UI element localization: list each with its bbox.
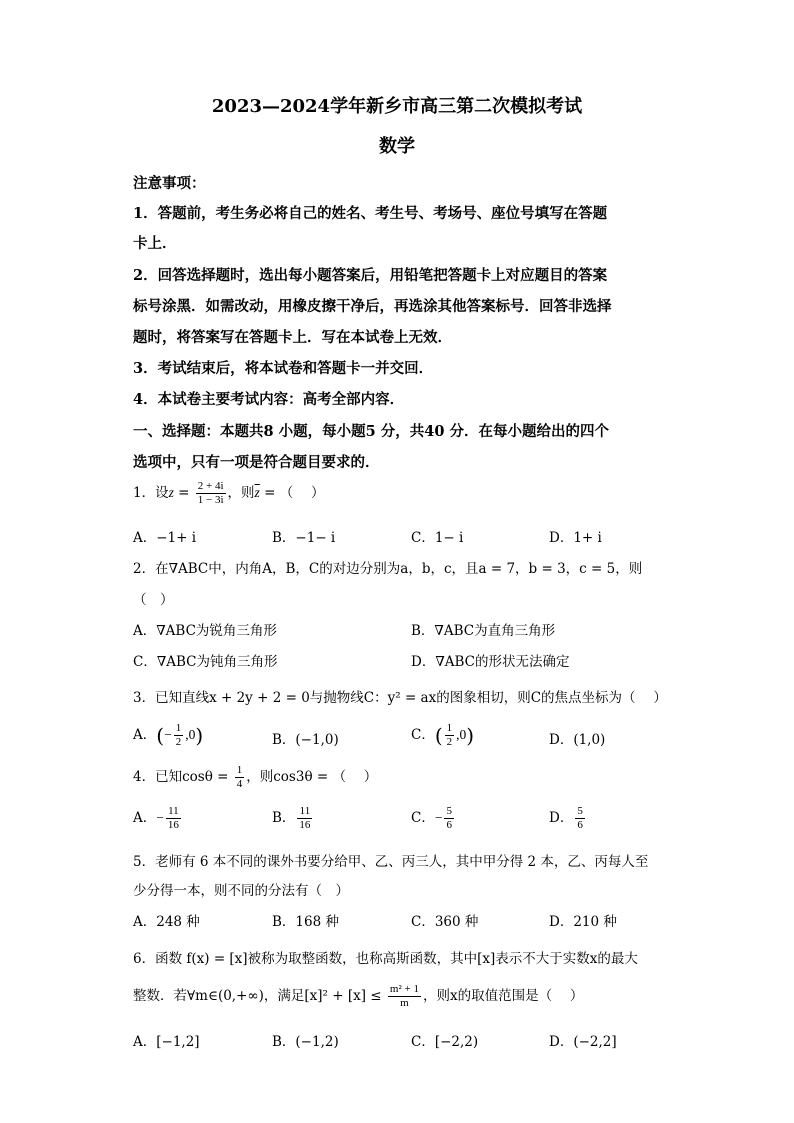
q2-option-c: C．∇ABC为钝角三角形 — [133, 654, 278, 670]
q4-b-label: B． — [272, 810, 296, 826]
q4-c-sign: − — [434, 810, 443, 825]
q3-a-den: 2 — [175, 736, 182, 748]
q4-a-sign: − — [156, 810, 164, 825]
section-heading-line-1: 一、选择题：本题共8 小题，每小题5 分，共40 分．在每小题给出的四个 — [133, 423, 609, 440]
q3-c-den: 2 — [446, 736, 453, 748]
q4-prefix: 4．已知cosθ = — [133, 769, 233, 785]
question-6-line-2 — [133, 983, 583, 1010]
q4-post: ，则cos3θ = （ ） — [246, 769, 378, 785]
q3-a-fraction — [174, 722, 184, 749]
note-line-5: 题时，将答案写在答题卡上．写在本试卷上无效． — [133, 329, 452, 346]
q3-a-num: 1 — [175, 722, 182, 734]
question-4 — [133, 764, 377, 791]
q2-option-b: B．∇ABC为直角三角形 — [411, 623, 556, 639]
note-line-7: 4．本试卷主要考试内容：高考全部内容． — [133, 391, 405, 408]
q1-numerator: 2 + 4i — [197, 480, 224, 492]
q4-c-fraction — [444, 805, 454, 832]
q1-prefix: 1．设 — [133, 485, 169, 501]
q1-post: = （ ） — [259, 485, 325, 501]
q3-option-a: A．(− $\frac{1}{2}$ ,0) — [133, 722, 204, 748]
q4-a-den: 16 — [167, 819, 179, 831]
q6-den: m — [400, 997, 409, 1009]
q6-option-c: C．[−2,2) — [411, 1034, 479, 1050]
q1-option-d: D．1+ i — [549, 530, 602, 546]
q5-option-d: D．210 种 — [549, 914, 617, 930]
q1-zbar: $\overline{z}$ — [254, 485, 260, 500]
q4-a-label: A． — [133, 810, 157, 826]
note-line-4: 标号涂黑．如需改动，用橡皮擦干净后，再选涂其他答案标号．回答非选择 — [133, 298, 612, 315]
q1-fraction — [196, 480, 226, 507]
q4-d-num: 5 — [577, 805, 583, 817]
q6-option-d: D．(−2,2] — [549, 1034, 617, 1050]
exam-title: 2023—2024学年新乡市高三第二次模拟考试 — [211, 96, 583, 117]
q4-num: 1 — [236, 764, 243, 776]
q3-a-lparen: ( — [156, 723, 165, 748]
q4-d-label: D． — [549, 810, 574, 826]
q3-option-d: D．(1,0) — [549, 732, 606, 748]
note-line-1: 1．答题前，考生务必将自己的姓名、考生号、考场号、座位号填写在答题 — [133, 205, 608, 222]
q6-line2-pre: 整数．若∀m∈(0,+∞)，满足[x]² + [x] ≤ — [133, 988, 386, 1004]
q3-c-fraction — [445, 722, 455, 749]
q3-c-num: 1 — [446, 722, 453, 734]
notes-heading: 注意事项： — [133, 175, 206, 192]
q4-a-num: 11 — [166, 805, 181, 819]
q4-c-den: 6 — [446, 819, 452, 831]
question-1 — [133, 480, 324, 507]
q1-option-b: B．−1− i — [272, 530, 336, 546]
note-line-2: 卡上． — [133, 235, 177, 252]
q3-c-rparen: ) — [466, 723, 475, 748]
subject-title: 数学 — [379, 136, 415, 157]
q4-den: 4 — [236, 778, 243, 790]
q4-d-den: 6 — [577, 819, 583, 831]
q1-mid: ，则 — [227, 485, 255, 501]
q3-a-label: A． — [133, 727, 157, 743]
q1-option-a: A．−1+ i — [133, 530, 197, 546]
q2-option-d: D．∇ABC的形状无法确定 — [411, 654, 570, 670]
q4-a-fraction — [166, 805, 181, 832]
q5-option-a: A．248 种 — [133, 914, 200, 930]
section-heading-line-2: 选项中，只有一项是符合题目要求的． — [133, 454, 380, 471]
q3-c-lparen: ( — [434, 723, 443, 748]
q1-denominator: 1 − 3i — [197, 494, 224, 506]
q1-eq: = — [173, 485, 194, 501]
q6-option-a: A．[−1,2] — [133, 1034, 200, 1050]
q4-d-fraction — [575, 805, 585, 832]
question-3: 3．已知直线x + 2y + 2 = 0与抛物线C：y² = ax的图象相切，则C的焦点坐标为（ ） — [133, 690, 667, 706]
q5-option-c: C．360 种 — [411, 914, 479, 930]
q3-a-rparen: ) — [195, 723, 204, 748]
q6-num: m² + 1 — [389, 983, 419, 995]
q5-option-b: B．168 种 — [272, 914, 339, 930]
q6-fraction — [388, 983, 421, 1010]
q4-c-label: C． — [411, 810, 435, 826]
q3-option-b: B．(−1,0) — [272, 732, 339, 748]
question-5-line-1: 5．老师有 6 本不同的课外书要分给甲、乙、丙三人，其中甲分得 2 本，乙、丙每人至 — [133, 854, 649, 870]
q6-option-b: B．(−1,2) — [272, 1034, 339, 1050]
question-5-line-2: 少分得一本，则不同的分法有（ ） — [133, 883, 349, 899]
q3-option-c: C．( $\frac{1}{2}$ ,0) — [411, 722, 475, 748]
q4-fraction — [235, 764, 245, 791]
q4-b-num: 11 — [297, 805, 312, 819]
note-line-6: 3．考试结束后，将本试卷和答题卡一并交回． — [133, 360, 434, 377]
q4-c-num: 5 — [446, 805, 452, 817]
q6-line2-post: ，则x的取值范围是（ ） — [422, 988, 584, 1004]
q2-option-a: A．∇ABC为锐角三角形 — [133, 623, 277, 639]
q4-option-a — [133, 805, 183, 832]
q4-option-d — [549, 805, 587, 832]
question-6-line-1: 6．函数 f(x) = [x]被称为取整函数，也称高斯函数，其中[x]表示不大于实数x的最大 — [133, 951, 638, 967]
q4-option-b — [272, 805, 314, 832]
note-line-3: 2．回答选择题时，选出每小题答案后，用铅笔把答题卡上对应题目的答案 — [133, 267, 608, 284]
q3-c-label: C． — [411, 727, 435, 743]
q4-b-den: 16 — [299, 819, 311, 831]
q1-option-c: C．1− i — [411, 530, 464, 546]
question-2-line-2: （ ） — [133, 592, 174, 608]
q4-option-c — [411, 805, 456, 832]
q4-b-fraction — [297, 805, 312, 832]
q1-z: z — [168, 485, 174, 500]
question-2-line-1: 2．在∇ABC中，内角A，B，C的对边分别为a，b，c，且a = 7，b = 3，c = 5，则 — [133, 561, 643, 577]
